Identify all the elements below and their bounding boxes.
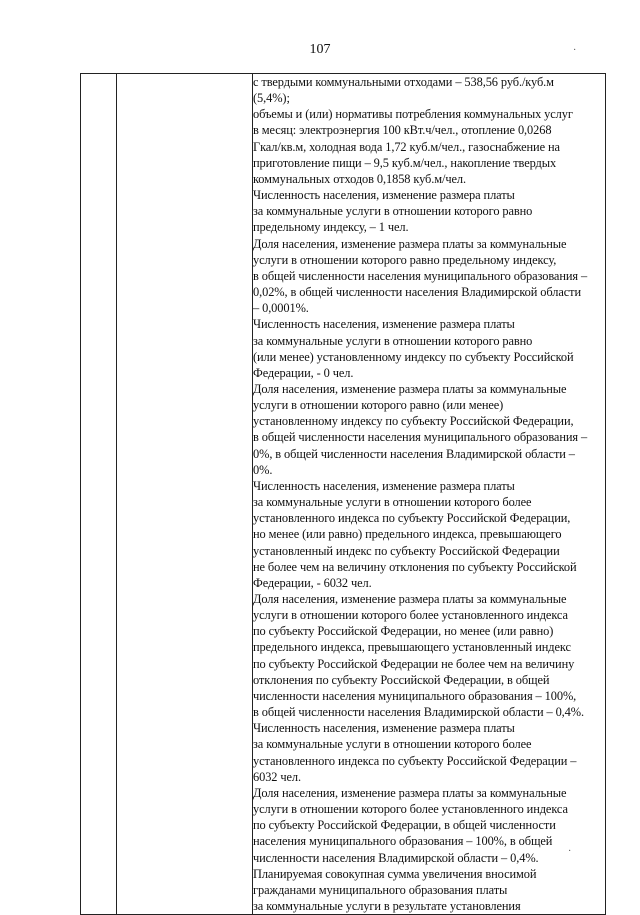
scan-speck: · bbox=[573, 45, 577, 56]
text-line: (или менее) установленному индексу по субъекту Российской bbox=[253, 349, 574, 364]
text-line: за коммунальные услуги в отношении которого более bbox=[253, 737, 532, 752]
text-line: по субъекту Российской Федерации не более чем на величину bbox=[253, 656, 575, 671]
text-line: не более чем на величину отклонения по субъекту Российской bbox=[253, 559, 577, 574]
text-line: за коммунальные услуги в отношении которого равно bbox=[253, 204, 533, 219]
text-line: с твердыми коммунальными отходами – 538,56 руб./куб.м bbox=[253, 75, 554, 89]
text-line: предельного индекса, превышающего установленный индекс bbox=[253, 640, 571, 655]
text-line: за коммунальные услуги в отношении которого равно bbox=[253, 333, 533, 348]
text-line: в общей численности населения муниципального образования – bbox=[253, 268, 588, 283]
text-line: установленного индекса по субъекту Российской Федерации – bbox=[253, 753, 577, 768]
text-line: установленный индекс по субъекту Российской Федерации bbox=[253, 543, 560, 558]
text-line: гражданами муниципального образования платы bbox=[253, 882, 508, 897]
text-line: приготовление пищи – 9,5 куб.м/чел., накопление твердых bbox=[253, 155, 557, 170]
text-line: коммунальных отходов 0,1858 куб.м/чел. bbox=[253, 171, 466, 186]
text-line: в месяц: электроэнергия 100 кВт.ч/чел., отопление 0,0268 bbox=[253, 123, 552, 138]
text-line: объемы и (или) нормативы потребления коммунальных услуг bbox=[253, 107, 573, 122]
text-line: Доля населения, изменение размера платы за коммунальные bbox=[253, 592, 567, 606]
text-line: но менее (или равно) предельного индекса, превышающего bbox=[253, 527, 562, 542]
text-line: Доля населения, изменение размера платы за коммунальные bbox=[253, 236, 567, 251]
text-line: услуги в отношении которого более установленного индекса bbox=[253, 802, 568, 817]
text-line: 0%. bbox=[253, 462, 273, 477]
text-line: 6032 чел. bbox=[253, 769, 301, 784]
table-row bbox=[81, 74, 606, 915]
text-line: Доля населения, изменение размера платы за коммунальные bbox=[253, 785, 567, 800]
text-line: отклонения по субъекту Российской Федерации, в общей bbox=[253, 672, 550, 687]
text-line: Доля населения, изменение размера платы за коммунальные bbox=[253, 381, 567, 396]
number-cell bbox=[81, 74, 117, 915]
text-line: численности населения муниципального образования – 100%, bbox=[253, 688, 577, 703]
text-line: Численность населения, изменение размера платы bbox=[253, 721, 515, 736]
text-line: услуги в отношении которого более установленного индекса bbox=[253, 608, 568, 623]
text-line: Численность населения, изменение размера платы bbox=[253, 317, 515, 332]
text-line: за коммунальные услуги в отношении которого более bbox=[253, 495, 532, 510]
text-line: населения муниципального образования – 100%, в общей bbox=[253, 834, 553, 849]
text-line: предельному индексу, – 1 чел. bbox=[253, 220, 409, 235]
page-number: 107 bbox=[309, 42, 331, 57]
text-line: численности населения Владимирской области – 0,4%. bbox=[253, 850, 539, 865]
scan-speck: · bbox=[568, 846, 572, 857]
text-line: (5,4%); bbox=[253, 91, 290, 106]
description-text bbox=[253, 74, 605, 914]
text-line: Федерации, - 0 чел. bbox=[253, 365, 354, 380]
text-line: Численность населения, изменение размера платы bbox=[253, 478, 515, 493]
text-line: Гкал/кв.м, холодная вода 1,72 куб.м/чел., газоснабжение на bbox=[253, 139, 560, 154]
text-line: по субъекту Российской Федерации, в общей численности bbox=[253, 818, 556, 833]
text-line: – 0,0001%. bbox=[253, 301, 309, 316]
text-line: в общей численности населения муниципального образования – bbox=[253, 430, 588, 445]
text-line: по субъекту Российской Федерации, но менее (или равно) bbox=[253, 624, 554, 639]
text-line: Планируемая совокупная сумма увеличения вносимой bbox=[253, 866, 537, 881]
name-cell bbox=[117, 74, 253, 915]
text-line: установленному индексу по субъекту Российской Федерации, bbox=[253, 414, 574, 429]
description-cell bbox=[253, 74, 606, 915]
text-line: установленного индекса по субъекту Российской Федерации, bbox=[253, 511, 571, 526]
text-line: услуги в отношении которого равно (или менее) bbox=[253, 398, 504, 413]
text-line: в общей численности населения Владимирской области – 0,4%. bbox=[253, 705, 584, 720]
text-line: Численность населения, изменение размера платы bbox=[253, 188, 515, 203]
text-line: за коммунальные услуги в результате установления bbox=[253, 898, 521, 913]
text-line: 0%, в общей численности населения Владимирской области – bbox=[253, 446, 575, 461]
text-line: Федерации, - 6032 чел. bbox=[253, 575, 372, 590]
text-line: 0,02%, в общей численности населения Владимирской области bbox=[253, 285, 581, 300]
document-table bbox=[80, 73, 606, 915]
text-line: услуги в отношении которого равно предельному индексу, bbox=[253, 252, 557, 267]
